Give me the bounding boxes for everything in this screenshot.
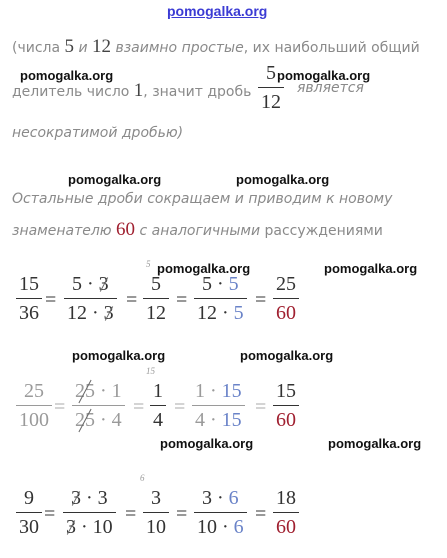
- denominator: 25 · 4: [72, 405, 125, 430]
- equals-sign: =: [176, 503, 188, 525]
- numerator: 5 · 3: [72, 273, 109, 295]
- equals-sign: =: [255, 289, 267, 311]
- watermark: pomogalka.org: [324, 261, 418, 276]
- denominator: 12 · 3: [64, 298, 117, 323]
- denominator: 10: [143, 512, 169, 537]
- fraction: [72, 381, 125, 430]
- text-line-4: Остальные дроби сокращаем и приводим к новому: [12, 191, 393, 207]
- numerator: 25 · 1: [75, 380, 122, 402]
- equals-sign: =: [255, 396, 267, 418]
- text-fragment: , их наибольший общий: [243, 40, 420, 56]
- watermark: pomogalka.org: [240, 348, 334, 363]
- equals-sign: =: [255, 503, 267, 525]
- denominator: 60: [273, 298, 299, 323]
- watermark: pomogalka.org: [157, 261, 251, 276]
- denominator: 3 · 10: [63, 512, 116, 537]
- fraction: [63, 488, 116, 537]
- denominator: 60: [273, 512, 299, 537]
- numerator: 1: [153, 380, 163, 402]
- text-fragment: является: [297, 80, 364, 96]
- numerator: 3: [151, 487, 161, 509]
- number-12: 12: [92, 36, 112, 57]
- fraction: [64, 274, 117, 323]
- text-fragment: знаменателю: [12, 223, 117, 239]
- numerator: 9: [24, 487, 34, 509]
- fraction: [192, 381, 245, 430]
- numerator: 18: [276, 487, 296, 509]
- denominator: 12: [143, 298, 169, 323]
- watermark: pomogalka.org: [236, 172, 330, 187]
- watermark: pomogalka.org: [277, 68, 371, 83]
- denominator: 12: [258, 87, 284, 112]
- numerator: 3 · 6: [202, 487, 239, 509]
- text-fragment: взаимно простые: [111, 40, 244, 56]
- text-fragment: делитель число: [12, 84, 134, 100]
- numerator: 5: [266, 62, 276, 84]
- equals-sign: =: [176, 289, 188, 311]
- equals-sign: =: [133, 396, 145, 418]
- fraction: [273, 488, 299, 537]
- fraction: [16, 488, 42, 537]
- numerator: 5: [151, 273, 161, 295]
- text-fragment: и: [74, 40, 93, 56]
- numerator: 5 · 5: [202, 273, 239, 295]
- fraction-5-12: [258, 63, 284, 112]
- fraction: [194, 274, 247, 323]
- site-title[interactable]: pomogalka.org: [167, 3, 268, 19]
- equals-sign: =: [126, 289, 138, 311]
- text-fragment: (числа: [12, 40, 65, 56]
- fraction: [16, 381, 52, 430]
- text-line-1: [12, 36, 420, 58]
- watermark: pomogalka.org: [68, 172, 162, 187]
- numerator: 15: [19, 273, 39, 295]
- reduction-mark: 15: [146, 366, 155, 376]
- denominator: 60: [273, 405, 299, 430]
- denominator: 30: [16, 512, 42, 537]
- watermark: pomogalka.org: [72, 348, 166, 363]
- number-5: 5: [64, 36, 75, 57]
- equals-sign: =: [174, 396, 186, 418]
- fraction: [16, 274, 42, 323]
- watermark: pomogalka.org: [328, 436, 422, 451]
- denominator: 4: [150, 405, 166, 430]
- fraction: [194, 488, 247, 537]
- denominator: 10 · 6: [194, 512, 247, 537]
- reduction-mark: 5: [146, 259, 151, 269]
- fraction: [143, 274, 169, 323]
- denominator: 12 · 5: [194, 298, 247, 323]
- numerator: 1 · 15: [195, 380, 242, 402]
- text-line-5: [12, 219, 383, 241]
- text-line-3: несократимой дробью): [12, 125, 184, 141]
- equals-sign: =: [54, 396, 66, 418]
- numerator: 25: [24, 380, 44, 402]
- number-60: 60: [116, 219, 136, 240]
- equals-sign: =: [125, 503, 137, 525]
- fraction: [150, 381, 166, 430]
- text-fragment: , значит дробь: [143, 84, 252, 100]
- fraction: [143, 488, 169, 537]
- numerator: 15: [276, 380, 296, 402]
- text-fragment: с аналогичными: [135, 223, 265, 239]
- equals-sign: =: [45, 289, 57, 311]
- number-1: 1: [133, 80, 144, 101]
- numerator: 25: [276, 273, 296, 295]
- denominator: 100: [16, 405, 52, 430]
- denominator: 4 · 15: [192, 405, 245, 430]
- watermark: pomogalka.org: [20, 68, 114, 83]
- fraction: [273, 381, 299, 430]
- reduction-mark: 6: [140, 473, 145, 483]
- fraction: [273, 274, 299, 323]
- equals-sign: =: [44, 503, 56, 525]
- numerator: 3 · 3: [71, 487, 108, 509]
- watermark: pomogalka.org: [160, 436, 254, 451]
- denominator: 36: [16, 298, 42, 323]
- text-fragment: рассуждениями: [264, 223, 383, 239]
- text-line-2: [12, 80, 251, 102]
